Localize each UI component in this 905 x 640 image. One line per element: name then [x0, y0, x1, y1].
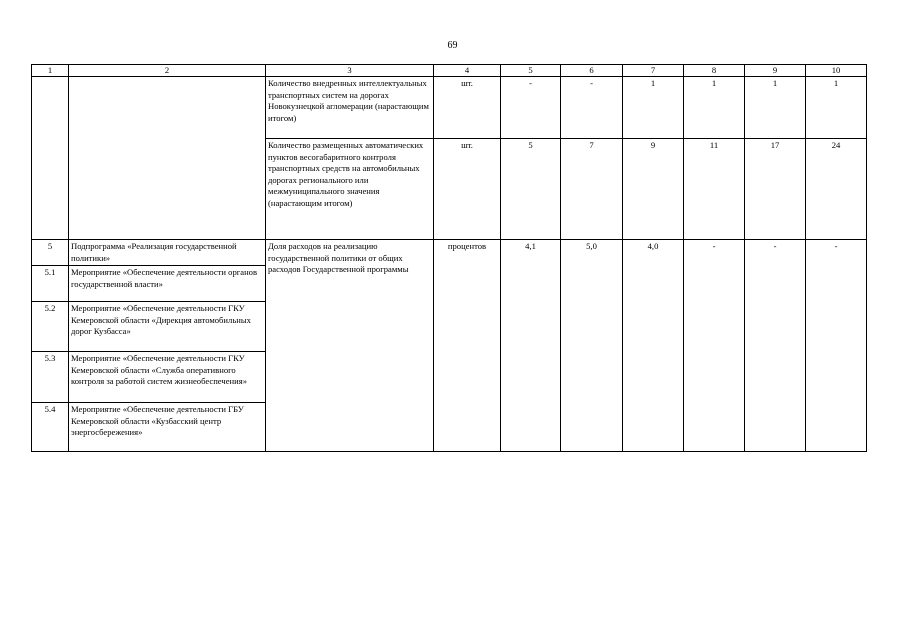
name-cell: Мероприятие «Обеспечение деятельности ГКУ Кемеровской области «Служба оперативного контроля за работой систем жизнеобеспечения»	[69, 352, 266, 403]
value-cell: 1	[623, 77, 684, 139]
num-cell: 5.3	[32, 352, 69, 403]
name-cell: Подпрограмма «Реализация государственной политики»	[69, 240, 266, 266]
header-cell: 4	[434, 65, 501, 77]
indicators-table	[31, 64, 867, 452]
header-cell: 3	[266, 65, 434, 77]
indicator-cell: Количество размещенных автоматических пунктов весогабаритного контроля транспортных средств на автомобильных дорогах регионального или межмуниципального значения (нарастающим итогом)	[266, 139, 434, 240]
unit-cell: шт.	[434, 139, 501, 240]
num-cell: 5.1	[32, 266, 69, 302]
header-cell: 8	[684, 65, 745, 77]
num-cell: 5.4	[32, 403, 69, 452]
page-number: 69	[447, 40, 458, 51]
num-cell: 5.2	[32, 302, 69, 352]
value-cell: 1	[684, 77, 745, 139]
unit-cell: процентов	[434, 240, 501, 452]
header-cell: 1	[32, 65, 69, 77]
num-cell	[32, 77, 69, 240]
header-cell: 2	[69, 65, 266, 77]
value-cell: 1	[745, 77, 806, 139]
unit-cell: шт.	[434, 77, 501, 139]
value-cell: 17	[745, 139, 806, 240]
table-row	[32, 240, 867, 266]
value-cell: -	[745, 240, 806, 452]
header-cell: 5	[501, 65, 561, 77]
indicator-cell: Доля расходов на реализацию государственной политики от общих расходов Государственной программы	[266, 240, 434, 452]
header-cell: 7	[623, 65, 684, 77]
value-cell: 5,0	[561, 240, 623, 452]
value-cell: 4,0	[623, 240, 684, 452]
name-cell: Мероприятие «Обеспечение деятельности ГБУ Кемеровской области «Кузбасский центр энергосбережения»	[69, 403, 266, 452]
indicator-cell: Количество внедренных интеллектуальных транспортных систем на дорогах Новокузнецкой агломерации (нарастающим итогом)	[266, 77, 434, 139]
value-cell: 5	[501, 139, 561, 240]
value-cell: -	[561, 77, 623, 139]
value-cell: 9	[623, 139, 684, 240]
value-cell: 4,1	[501, 240, 561, 452]
header-cell: 6	[561, 65, 623, 77]
value-cell: 7	[561, 139, 623, 240]
header-cell: 9	[745, 65, 806, 77]
value-cell: -	[501, 77, 561, 139]
value-cell: -	[806, 240, 867, 452]
name-cell: Мероприятие «Обеспечение деятельности ГКУ Кемеровской области «Дирекция автомобильных дорог Кузбасса»	[69, 302, 266, 352]
num-cell: 5	[32, 240, 69, 266]
value-cell: -	[684, 240, 745, 452]
value-cell: 24	[806, 139, 867, 240]
header-cell: 10	[806, 65, 867, 77]
table-row	[32, 77, 867, 139]
name-cell	[69, 77, 266, 240]
header-row	[32, 65, 867, 77]
value-cell: 11	[684, 139, 745, 240]
value-cell: 1	[806, 77, 867, 139]
name-cell: Мероприятие «Обеспечение деятельности органов государственной власти»	[69, 266, 266, 302]
